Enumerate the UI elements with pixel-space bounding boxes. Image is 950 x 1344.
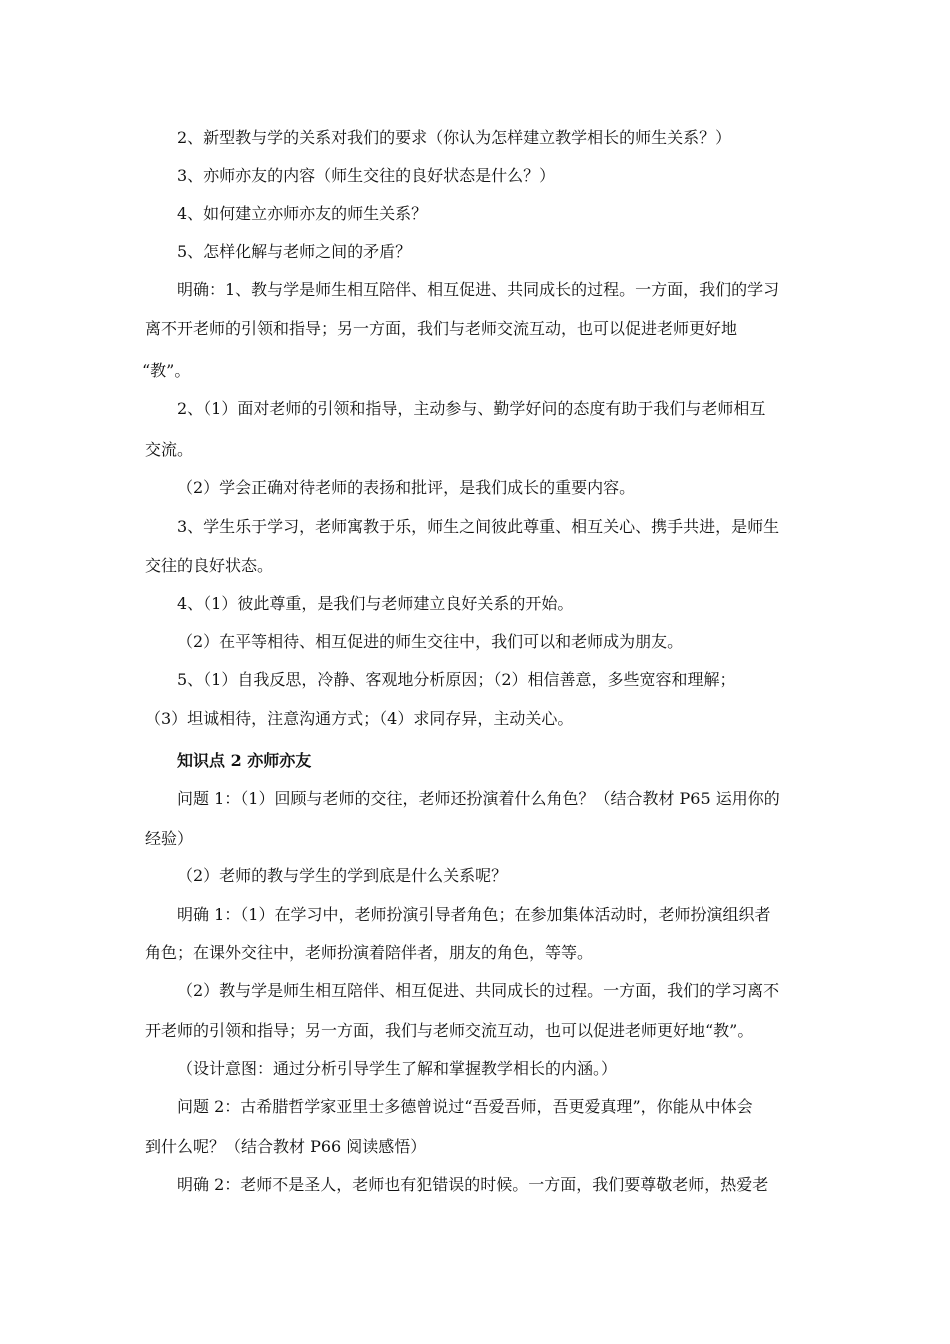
text-line: （2）教与学是师生相互陪伴、相互促进、共同成长的过程。一方面，我们的学习离不 <box>177 981 780 1000</box>
text-line: 5、（1）自我反思，冷静、客观地分析原因；（2）相信善意，多些宽容和理解； <box>177 670 736 689</box>
text-line: 离不开老师的引领和指导；另一方面，我们与老师交流互动，也可以促进老师更好地 <box>145 319 738 338</box>
text-line: 经验） <box>145 829 194 848</box>
text-line: 明确：1、教与学是师生相互陪伴、相互促进、共同成长的过程。一方面，我们的学习 <box>177 280 780 299</box>
text-line: 4、（1）彼此尊重，是我们与老师建立良好关系的开始。 <box>177 594 574 613</box>
text-line: 2、新型教与学的关系对我们的要求（你认为怎样建立教学相长的师生关系？） <box>177 128 732 147</box>
text-line: 问题 2：古希腊哲学家亚里士多德曾说过“吾爱吾师，吾更爱真理”，你能从中体会 <box>177 1097 753 1116</box>
text-line: 交往的良好状态。 <box>145 556 274 575</box>
text-line: 2、（1）面对老师的引领和指导，主动参与、勤学好问的态度有助于我们与老师相互 <box>177 399 766 418</box>
text-line: 交流。 <box>145 440 194 459</box>
text-line: 5、怎样化解与老师之间的矛盾？ <box>177 242 412 261</box>
text-line: （2）在平等相待、相互促进的师生交往中，我们可以和老师成为朋友。 <box>177 632 684 651</box>
text-line: “教”。 <box>142 361 191 380</box>
text-line: 明确 2：老师不是圣人，老师也有犯错误的时候。一方面，我们要尊敬老师，热爱老 <box>177 1175 769 1194</box>
text-line: 角色；在课外交往中，老师扮演着陪伴者，朋友的角色，等等。 <box>145 943 594 962</box>
text-line: 3、学生乐于学习，老师寓教于乐，师生之间彼此尊重、相互关心、携手共进，是师生 <box>177 517 780 536</box>
text-line: （2）老师的教与学生的学到底是什么关系呢？ <box>177 866 508 885</box>
text-line: 4、如何建立亦师亦友的师生关系？ <box>177 204 428 223</box>
text-line: 明确 1：（1）在学习中，老师扮演引导者角色；在参加集体活动时，老师扮演组织者 <box>177 905 771 924</box>
text-line: （2）学会正确对待老师的表扬和批评，是我们成长的重要内容。 <box>177 478 636 497</box>
text-line: （设计意图：通过分析引导学生了解和掌握教学相长的内涵。） <box>177 1059 618 1078</box>
text-line: 3、亦师亦友的内容（师生交往的良好状态是什么？） <box>177 166 556 185</box>
text-line: 问题 1：（1）回顾与老师的交往，老师还扮演着什么角色？（结合教材 P65 运用你的 <box>177 789 780 808</box>
section-heading: 知识点 2 亦师亦友 <box>177 751 312 770</box>
text-line: 开老师的引领和指导；另一方面，我们与老师交流互动，也可以促进老师更好地“教”。 <box>145 1021 754 1040</box>
text-line: （3）坦诚相待，注意沟通方式；（4）求同存异，主动关心。 <box>145 709 574 728</box>
text-line: 到什么呢？（结合教材 P66 阅读感悟） <box>145 1137 427 1156</box>
